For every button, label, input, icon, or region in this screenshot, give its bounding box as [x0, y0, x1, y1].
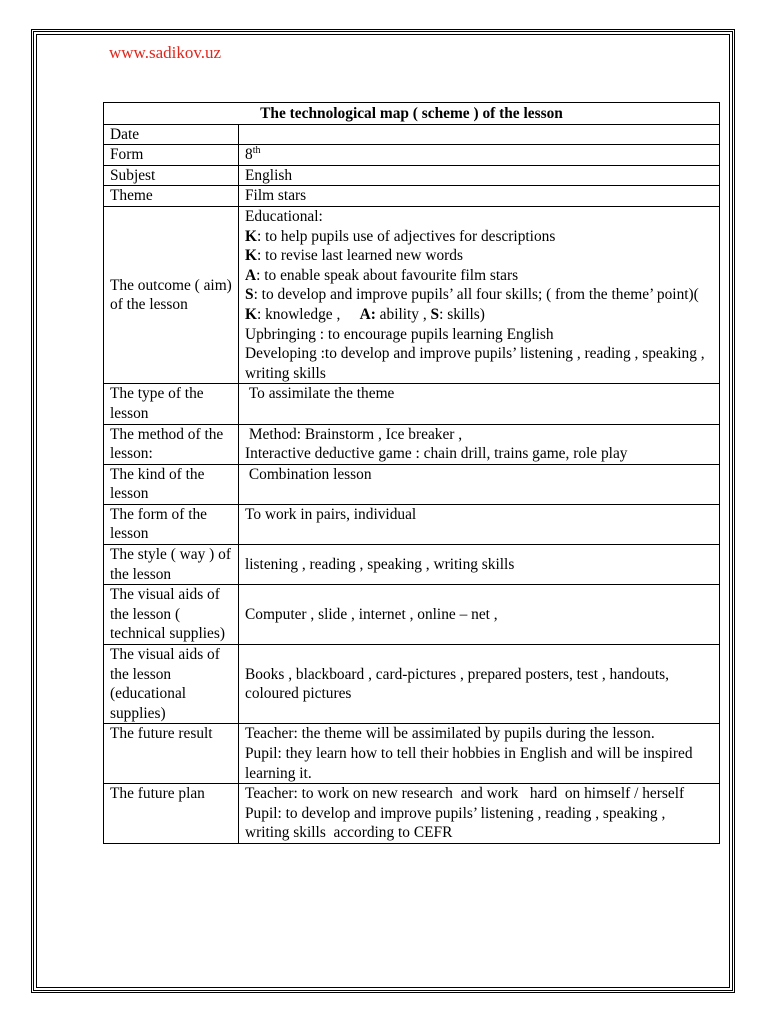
row-label-style: The style ( way ) of the lesson [104, 545, 239, 585]
outcome-knowledge-1 [245, 227, 713, 247]
lesson-map-table [103, 102, 720, 844]
row-value-form-of: To work in pairs, individual [239, 504, 720, 544]
method-line-2: Interactive deductive game : chain drill, trains game, role play [245, 445, 628, 463]
row-label-visual-edu: The visual aids of the lesson (educational supplies) [104, 645, 239, 724]
row-label-type: The type of the lesson [104, 384, 239, 424]
legend-a-text: ability , [375, 305, 431, 323]
table-row-subject [104, 165, 720, 186]
row-value-method [239, 424, 720, 464]
row-value-style: listening , reading , speaking , writing skills [239, 545, 720, 585]
outcome-developing: Developing :to develop and improve pupils’ listening , reading , speaking , writing skills [245, 345, 705, 382]
method-line-1: Method: Brainstorm , Ice breaker , [245, 425, 463, 443]
table-row-type [104, 384, 720, 424]
row-label-kind: The kind of the lesson [104, 464, 239, 504]
row-value-visual-edu: Books , blackboard , card-pictures , prepared posters, test , handouts, coloured pictures [239, 645, 720, 724]
row-label-visual-tech: The visual aids of the lesson ( technical supplies) [104, 585, 239, 645]
table-row-style [104, 545, 720, 585]
table-row-form [104, 145, 720, 166]
key-k: K [245, 227, 257, 245]
row-value-visual-tech: Computer , slide , internet , online – net , [239, 585, 720, 645]
outcome-knowledge-1-text: : to help pupils use of adjectives for descriptions [256, 227, 556, 245]
outcome-skills [245, 285, 713, 324]
outcome-ability [245, 266, 713, 286]
future-result-teacher: Teacher: the theme will be assimilated by pupils during the lesson. [245, 725, 655, 743]
table-row-future-plan [104, 784, 720, 844]
row-label-future-plan: The future plan [104, 784, 239, 844]
row-value-type: To assimilate the theme [239, 384, 720, 424]
table-row-method [104, 424, 720, 464]
table-row-kind [104, 464, 720, 504]
row-label-theme: Theme [104, 186, 239, 207]
legend-s-text: : skills) [439, 305, 485, 323]
future-plan-teacher: Teacher: to work on new research and work hard on himself / herself [245, 785, 685, 803]
row-label-future-result: The future result [104, 724, 239, 784]
form-grade: 8 [245, 146, 253, 164]
form-grade-suffix: th [252, 145, 261, 157]
row-label-form: Form [104, 145, 239, 166]
table-row-visual-edu [104, 645, 720, 724]
row-value-future-plan [239, 784, 720, 844]
future-plan-pupil: Pupil: to develop and improve pupils’ listening , reading , speaking , writing skills according to CEFR [245, 804, 670, 842]
row-label-form-of: The form of the lesson [104, 504, 239, 544]
row-value-theme: Film stars [239, 186, 720, 207]
outcome-skills-text: : to develop and improve pupils’ all four skills; ( from the theme’ point)( [253, 286, 699, 304]
key-s: S [245, 286, 254, 304]
row-label-subject: Subjest [104, 165, 239, 186]
table-row-future-result [104, 724, 720, 784]
row-label-method: The method of the lesson: [104, 424, 239, 464]
row-value-future-result [239, 724, 720, 784]
row-label-date: Date [104, 124, 239, 145]
outcome-knowledge-2-text: : to revise last learned new words [256, 247, 463, 265]
table-title: The technological map ( scheme ) of the lesson [104, 103, 720, 125]
table-row-theme [104, 186, 720, 207]
outcome-knowledge-2 [245, 246, 713, 266]
table-row-visual-tech [104, 585, 720, 645]
row-value-kind: Combination lesson [239, 464, 720, 504]
table-row-date [104, 124, 720, 145]
site-link[interactable]: www.sadikov.uz [109, 43, 222, 62]
table-row-outcome [104, 206, 720, 383]
table-title-row [104, 103, 720, 125]
row-value-date [239, 124, 720, 145]
legend-key-a: A: [359, 305, 376, 323]
row-value-outcome [239, 206, 720, 383]
legend-k-text: : knowledge , [256, 305, 360, 323]
key-a: A [245, 266, 257, 284]
key-k: K [245, 247, 257, 265]
table-row-form-of [104, 504, 720, 544]
legend-key-k: K [245, 305, 257, 323]
legend-key-s: S [430, 305, 440, 323]
outcome-ability-text: : to enable speak about favourite film stars [256, 266, 519, 284]
outcome-educational: Educational: [245, 207, 323, 225]
future-result-pupil: Pupil: they learn how to tell their hobbies in English and will be inspired learning it. [245, 745, 693, 782]
outcome-upbringing: Upbringing : to encourage pupils learning English [245, 325, 554, 343]
row-value-subject: English [239, 165, 720, 186]
row-label-outcome: The outcome ( aim) of the lesson [104, 206, 239, 383]
row-value-form [239, 145, 720, 166]
